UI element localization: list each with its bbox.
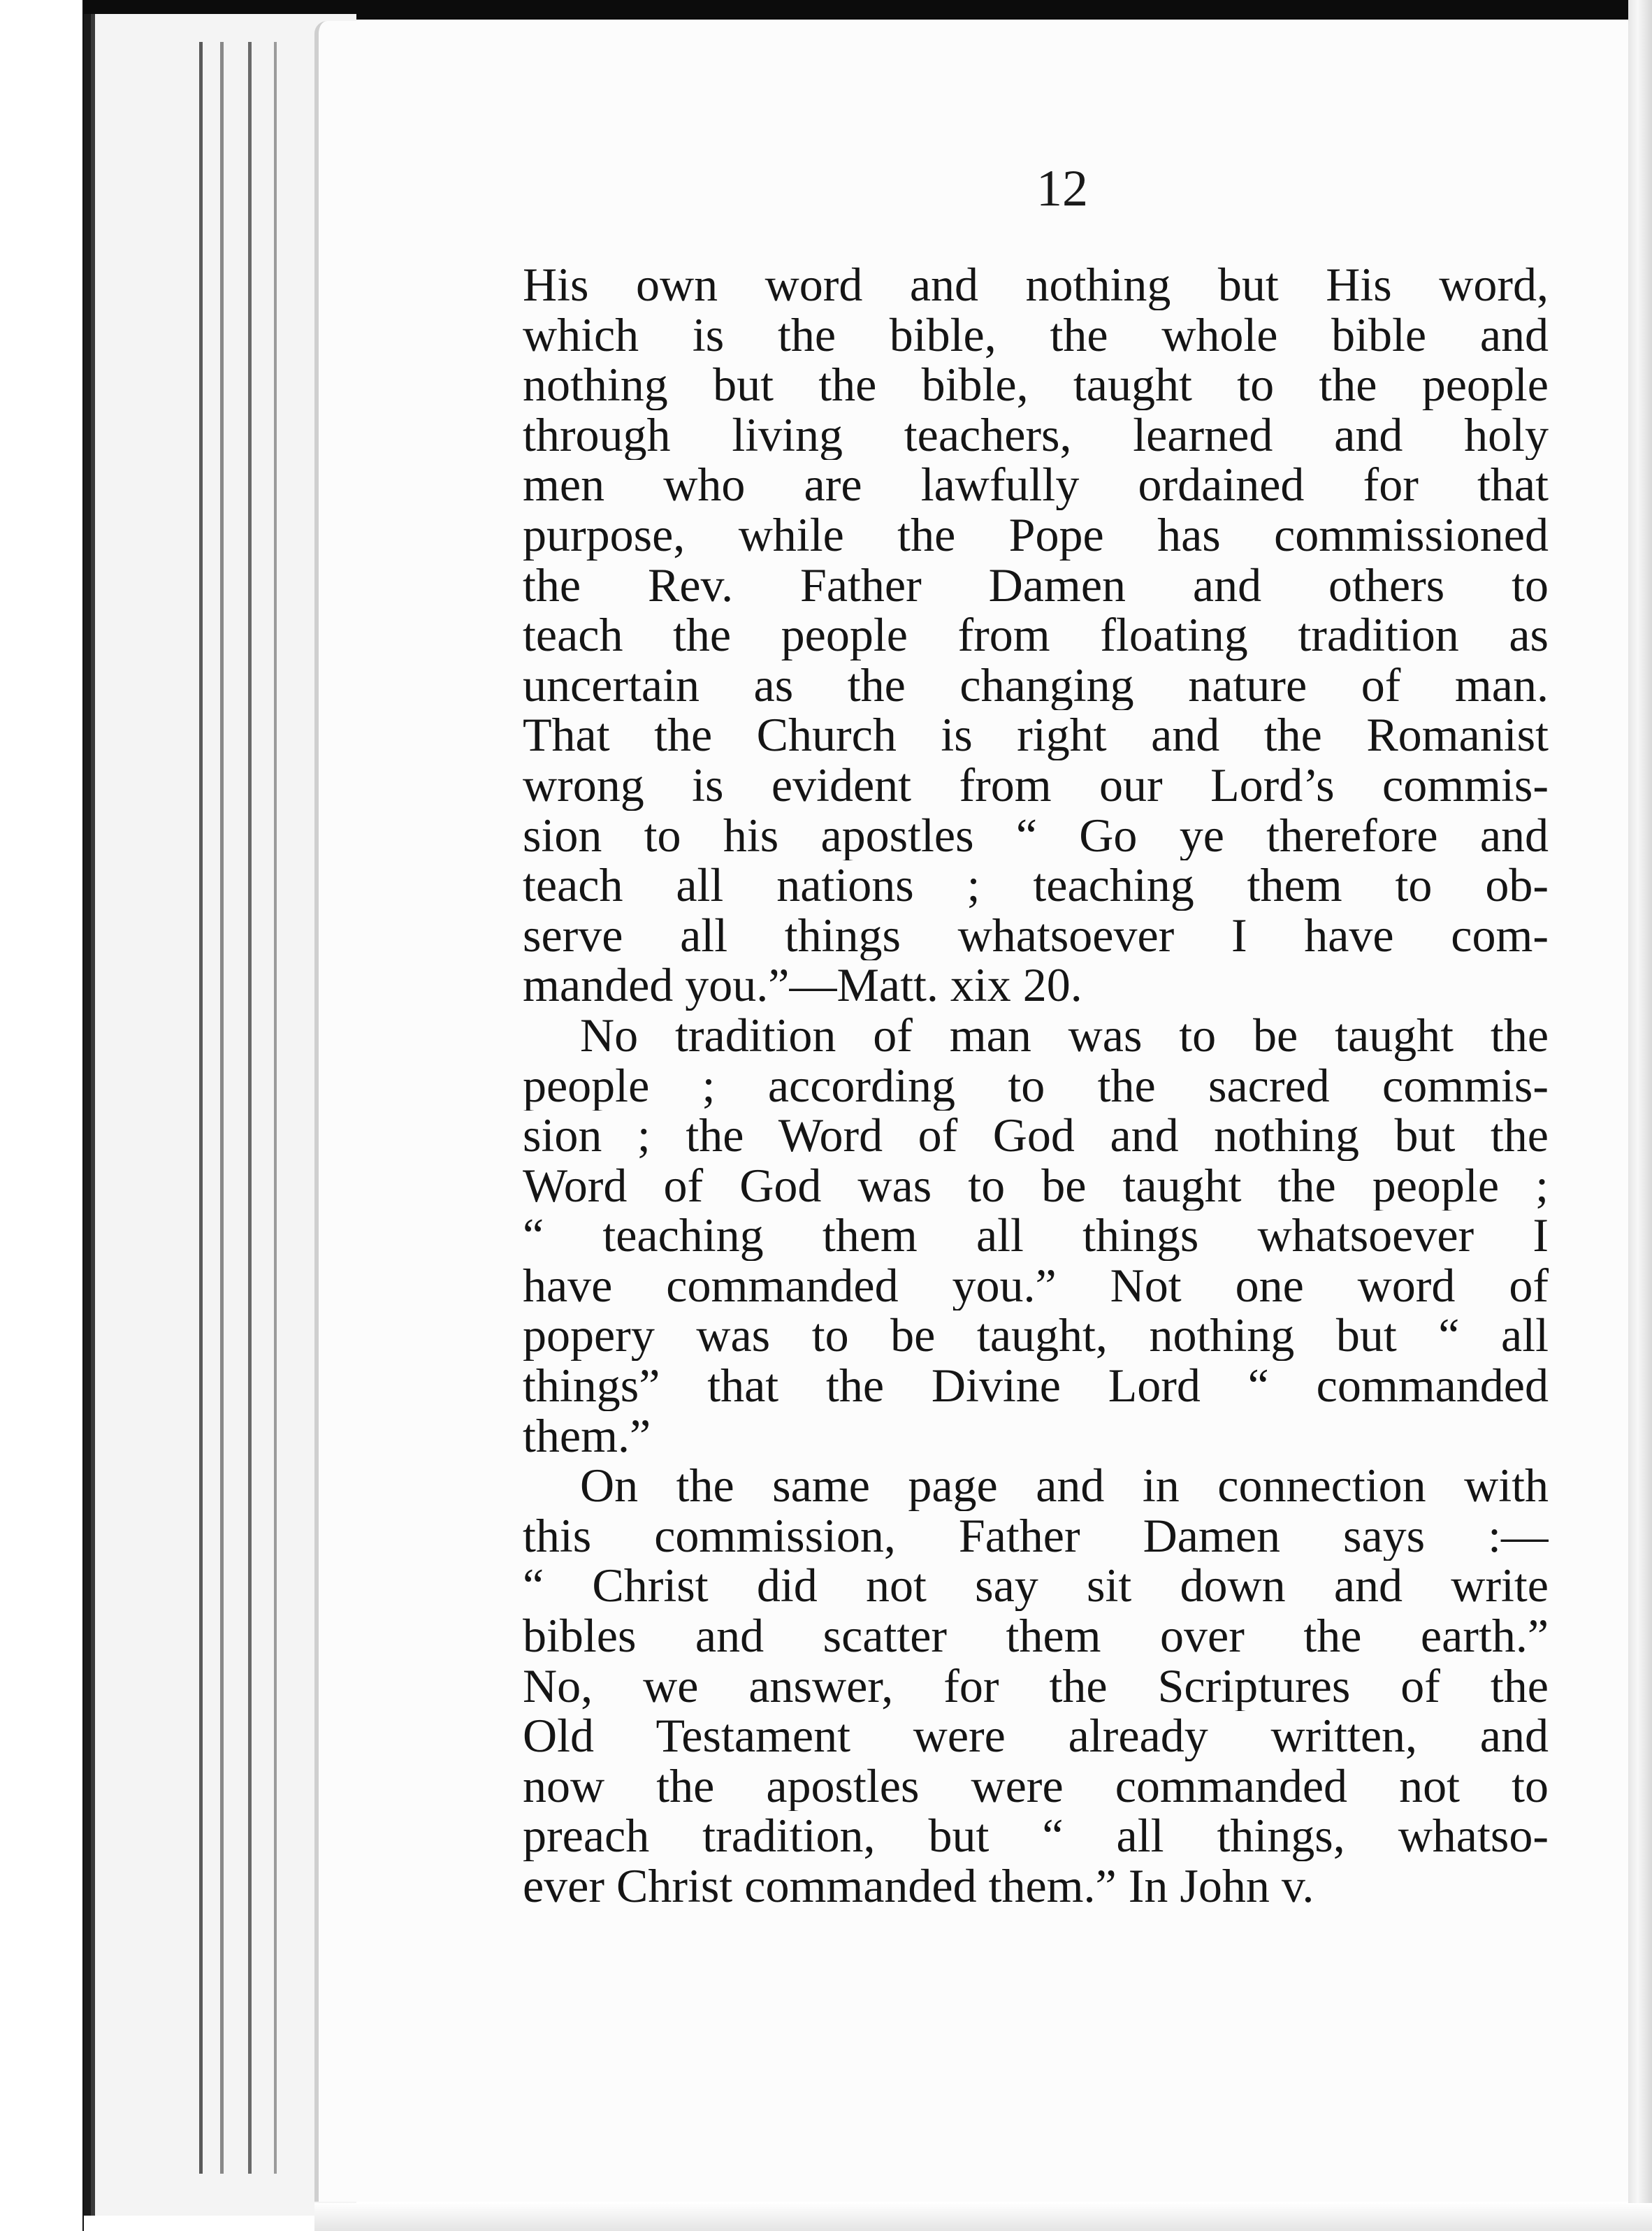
text-line: bibles and scatter them over the earth.” [523,1611,1549,1661]
text-line: Word of God was to be taught the people ; [523,1160,1549,1211]
text-line: teach all nations ; teaching them to ob- [523,860,1549,911]
text-line: things” that the Divine Lord “ commanded [523,1361,1549,1411]
page-edge-line [220,42,224,2174]
text-line: “ Christ did not say sit down and write [523,1561,1549,1612]
text-line: No, we answer, for the Scriptures of the [523,1661,1549,1712]
text-line: uncertain as the changing nature of man. [523,660,1549,711]
text-line: No tradition of man was to be taught the [580,1010,1549,1061]
text-line: His own word and nothing but His word, [523,260,1549,310]
text-line: preach tradition, but “ all things, whatso- [523,1811,1549,1861]
text-line: people ; according to the sacred commis- [523,1060,1549,1111]
text-line: them.” [523,1410,651,1461]
text-line: serve all things whatsoever I have com- [523,910,1549,961]
paragraph [523,1461,1549,1911]
text-line: this commission, Father Damen says :— [523,1510,1549,1561]
text-line: Old Testament were already written, and [523,1711,1549,1761]
text-line: now the apostles were commanded not to [523,1761,1549,1812]
text-line: through living teachers, learned and holy [523,410,1549,461]
text-line: ever Christ commanded them.” In John v. [523,1861,1314,1912]
text-line: On the same page and in connection with [580,1461,1549,1511]
text-line: purpose, while the Pope has commissioned [523,510,1549,561]
text-line: sion ; the Word of God and nothing but the [523,1111,1549,1161]
text-line: “ teaching them all things whatsoever I [523,1211,1549,1261]
page-edge-right [1628,0,1652,2231]
text-line: manded you.”—Matt. xix 20. [523,960,1082,1011]
page-edge-line [274,42,277,2174]
text-line: which is the bible, the whole bible and [523,310,1549,361]
page-number: 12 [1036,160,1088,217]
text-line: That the Church is right and the Romanist [523,710,1549,760]
text-line: wrong is evident from our Lord’s commis- [523,760,1549,811]
text-line: sion to his apostles “ Go ye therefore and [523,810,1549,861]
page-edge-line [248,42,252,2174]
page-edge-line [199,42,203,2174]
paragraph [523,260,1549,1011]
text-line: nothing but the bible, taught to the people [523,360,1549,410]
body-text [523,260,1549,1912]
text-line: the Rev. Father Damen and others to [523,560,1549,611]
text-line: men who are lawfully ordained for that [523,460,1549,510]
scan-frame-left [0,0,84,2231]
text-line: teach the people from floating tradition as [523,610,1549,660]
paragraph [523,1011,1549,1461]
page-bottom-shadow [314,2203,1652,2231]
text-line: popery was to be taught, nothing but “ all [523,1311,1549,1362]
text-line: have commanded you.” Not one word of [523,1260,1549,1311]
